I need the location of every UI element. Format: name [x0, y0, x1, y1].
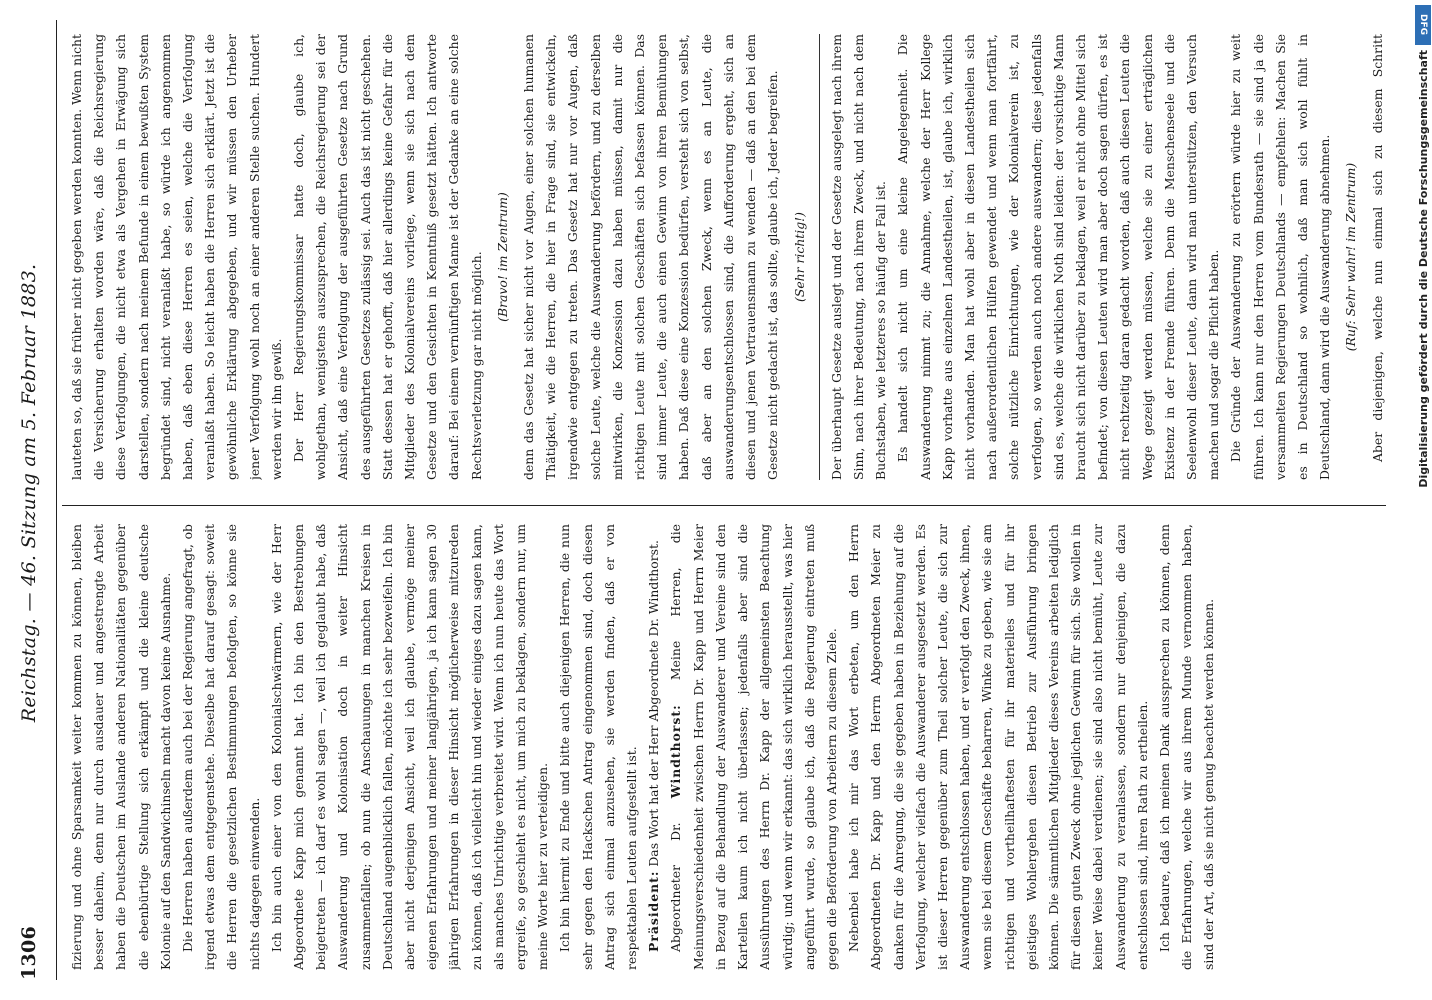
paragraph: fizierung und ohne Sparsamkeit weiter kommen zu können, bleiben besser daheim, denn nur durch ausdauer und angestrengte Arbeit haben die Deutschen im Auslande anderen Nationalitäten gegenüber die ebenbürtige Stellung sich erkämpft und die kleine deutsche Kolonie auf den Sandwichinseln macht davon keine Ausnahme. — [69, 524, 173, 970]
paragraph: Aber diejenigen, welche nun einmal sich zu diesem Schritt — [1369, 34, 1385, 462]
windthorst-text: Meine Herren, die Meinungsverschiedenheit zwischen Herrn Dr. Kapp und Herrn Meier in Bezug auf die Behandlung der Auswanderer und Vereine sind den Kartellen kaum ich nicht überlassen; jedenfalls aber sind die Aussührungen des Herrn Dr. Kapp der allgemeinsten Beachtung würdig; und wenn wir erkannt: das sich wirklich herausstellt, was hier angeführt wurde, so glaube ich, daß die Regierung eintreten muß gegen die Beförderung von Arbeitern zu diesem Ziele. — [668, 524, 839, 970]
running-title: Reichstag. — 46. Sitzung am 5. Februar 1883. — [18, 263, 40, 723]
speaker-prefix: Abgeordneter Dr. — [668, 822, 684, 952]
right-column — [66, 34, 1386, 480]
paragraph: Ich bin auch einer von den Kolonialschwärmern, wie der Herr Abgeordnete Kapp mich genannt hat. Ich bin den Bestrebungen beigetreten — ich darf es wohl sagen —, weil ich geglaubt habe, daß Auswanderung und Kolonisation doch in weiter Hinsicht zusammenfallen; ob nun die Anschauungen in manchen Kreisen in Deutschland augenblicklich fallen, möchte ich sehr bezweifeln. Ich bin aber nicht derjenigen Ansicht, weil ich glaube, vermöge meiner eigenen Erfahrungen und meiner langjährigen, ja ich kann sagen 30 jährigen Erfahrungen in dieser Hinsicht möglicherweise mitzureden zu können, daß ich vielleicht hin und wieder einiges dazu sagen kann, als manches Unrichtige verbreitet wird. Wenn ich nun heute das Wort ergreife, so geschieht es nicht, um mich zu beklagen, sondern nur, um meine Worte hier zu verteidigen. — [268, 524, 551, 970]
left-column — [66, 524, 1386, 970]
speaker-windthorst: Windthorst: — [668, 704, 684, 799]
paragraph: Der Herr Regierungskommissar hatte doch, glaube ich, wohlgethan, wenigstens auszusprechen, die Reichsregierung sei der Ansicht, daß eine Verfolgung der ausgeführten Gesetze nach Grund des ausgeführten Gesetzes zulässig sei. Auch das ist nicht geschehen. Statt dessen hat er gehofft, daß hier allerdings keine Gefahr für die Mitglieder des Kolonialvereins vorliege, wenn sie sich nach dem Gesetze und den Gesichten in Kenntniß gesetzt hätten. Ich antworte darauf: Bei einem vernünftigen Manne ist der Gedanke an eine solche Rechtsverletzung gar nicht möglich. — [291, 34, 484, 480]
speaker-president: Präsident: — [646, 870, 662, 952]
interjection-bravo: (Bravo! im Zentrum) — [494, 192, 510, 322]
president-paragraph — [643, 524, 665, 970]
page-number: 1306 — [18, 925, 40, 980]
digitization-sidebar — [1414, 0, 1432, 1000]
section-rule — [819, 34, 820, 480]
paragraph: Ich bin hiermit zu Ende und bitte auch diejenigen Herren, die nun sehr gegen den Hackschen Antrag eingenommen sind, doch diesen Antrag sich einmal anzusehen, sie werden finden, daß er von respektablen Leuten aufgestellt ist. — [557, 524, 640, 970]
paragraph: Es handelt sich nicht um eine kleine Angelegenheit. Die Auswanderung nimmt zu; die Annahme, welche der Herr Kollege Kapp vorhatte aus einzelnen Landestheilen, ist, glaube ich, wirklich nicht vorhanden. Man hat wohl aber in diesen Landestheilen sich nach außerordentlichen Hülfen gewendet und wenn man fortfährt, solche nützliche Einrichtungen, wie der Kolonialverein ist, zu verfolgen, so werden auch noch andere auswandern; diese jedenfalls sind es, welche die wirklichen Noth sind leiden: der vorsichtige Mann braucht sich nicht darüber zu beklagen, weil er nicht ohne Mittel sich befindet; von diesen Leuten wird man aber doch sagen dürfen, es ist nicht rechtzeitig daran gedacht worden, daß auch diesen Leuten die Wege gezeigt werden müssen, welche sie zu einer erträglichen Existenz in der Fremde führen. Denn die Menschenseele und die Seelenwohl dieser Leute, dann wird man unterstützen, den Versuch machen und sogar die Pflicht haben. — [895, 34, 1222, 480]
dfg-logo — [1415, 5, 1431, 45]
dfg-logo-text: DFG — [1418, 14, 1428, 36]
column-divider — [62, 505, 1386, 506]
paragraph: lauteten so, daß sie früher nicht gegeben werden konnten. Wenn nicht die Versicherung erhalten worden wäre, daß die Reichsregierung diese Verfolgungen, die nicht etwa als Vergehen in Erwägung sich darstellen, sondern nach meinem Befunde in einem bewußten System begründet sind, nicht veranlaßt habe, so würde ich angenommen haben, daß eben diese Herren es seien, welche die Verfolgung veranlaßt haben. So leicht haben die Herren sich erklärt. Jetzt ist die gewöhnliche Erklärung abgegeben, und wir müssen den Urheber jener Verfolgung wohl noch an einer anderen Stelle suchen. Hundert werden wir ihn gewiß. — [69, 34, 284, 480]
windthorst-paragraph — [665, 524, 843, 970]
interjection-sehr-richtig: (Sehr richtig!) — [791, 212, 807, 302]
paragraph: denn das Gesetz hat sicher nicht vor Augen, einer solchen humanen Thätigkeit, wie die Herren, die hier in Frage sind, sie entwickeln, irgendwie entgegen zu treten. Das Gesetz hat nur vor Augen, daß solche Leute, welche die Auswanderung befördern, und zu derselben mitwirken, die Konzession dazu haben müssen, damit nur die richtigen Leute mit solchen Geschäften sich befassen können. Das sind immer Leute, die auch einen Gewinn von ihren Bemühungen haben. Daß diese eine Konzession bedürfen, versteht sich von selbst, daß aber an den solchen Zweck, wenn es an Leute, die auswanderungsentschlossen sind, die Aufforderung ergeht, sich an diesen und jenen Vertrauensmann zu wenden — daß an den bei dem Gesetze nicht gedacht ist, das sollte, glaube ich, Jeder begreifen. — [521, 34, 781, 480]
digitization-credit: Digitalisierung gefördert durch die Deutsche Forschungsgemeinschaft — [1417, 50, 1430, 488]
paragraph: Nebenbei habe ich mir das Wort erbeten, um den Herrn Abgeordneten Dr. Kapp und den Herrn Abgeordneten Meier zu danken für die Anregung, die sie gegeben haben in Beziehung auf die Verfolgung, welcher vielfach die Auswanderer ausgesetzt werden. Es ist dieser Herren gegenüber zum Theil solcher Leute, die sich zur Auswanderung entschlossen haben, und er verfolgt den Zweck, ihnen, wenn sie bei diesem Geschäfte beharren, Winke zu geben, wie sie am richtigen und vortheilhaftesten für ihr materielles und für ihr geistiges Wohlergehen diesen Betrieb zur Ausführung bringen können. Die sämmtlichen Mitglieder dieses Vereins arbeiten lediglich für diesen guten Zweck ohne jeglichen Gewinn für sich. Sie wollen in keiner Weise dabei verdienen; sie sind also nicht bemüht, Leute zur Auswanderung zu veranlassen, sondern nur denjenigen, die dazu entschlossen sind, ihren Rath zu ertheilen. — [846, 524, 1150, 970]
paragraph: Ich bedaure, daß ich meinen Dank aussprechen zu können, denn die Erfahrungen, welche wir aus ihrem Munde vernommen haben, sind der Art, daß sie nicht genug beachtet werden können. — [1156, 524, 1217, 970]
president-text: Das Wort hat der Herr Abgeordnete Dr. Windthorst. — [646, 540, 662, 867]
paragraph: Die Herren haben außerdem auch bei der Regierung angefragt, ob irgend etwas dem entgegenstehe. Dieselbe hat darauf gesagt: soweit die Herren die gesetzlichen Bestimmungen befolgten, so könne sie nichts dagegen einwenden. — [180, 524, 262, 970]
paragraph: Die Gründe der Auswanderung zu erörtern würde hier zu weit führen. Ich kann nur den Herren vom Bundesrath — sie sind ja die versammelten Regierungen Deutschlands — empfehlen: Machen Sie es in Deutschland so wohnlich, daß man sich wohl fühlt in Deutschland, dann wird die Auswanderung abnehmen. — [1228, 34, 1333, 480]
paragraph: Der überhaupt Gesetze auslegt und der Gesetze ausgelegt nach ihrem Sinn, nach ihrer Bedeutung, nach ihrem Zweck, und nicht nach dem Buchstaben, wie letzteres so häufig der Fall ist. — [828, 34, 889, 480]
header-rule — [56, 20, 57, 980]
page-header — [18, 20, 48, 980]
interjection-sehr-wahr: (Ruf: Sehr wahr! im Zentrum) — [1343, 162, 1359, 352]
